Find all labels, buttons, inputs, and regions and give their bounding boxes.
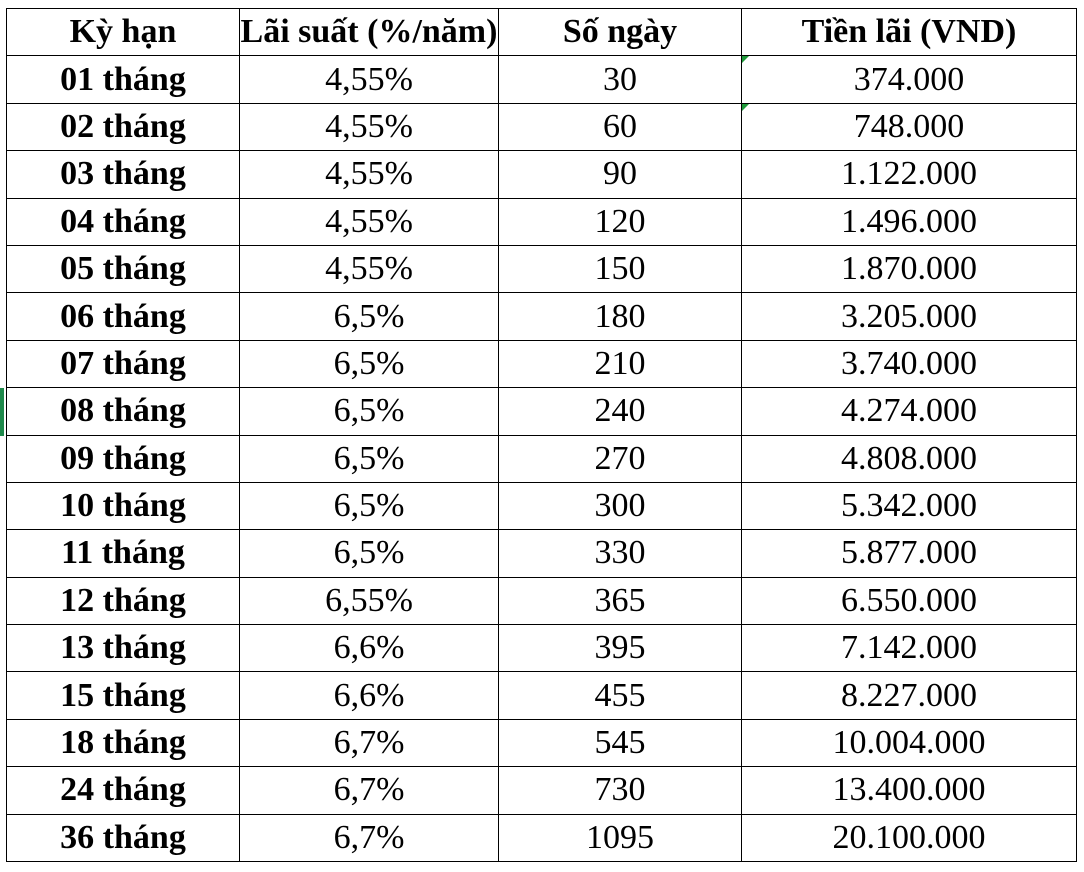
- term-cell[interactable]: [7, 293, 240, 340]
- days-cell[interactable]: [499, 56, 742, 103]
- rate-cell-value: 6,5%: [333, 344, 405, 382]
- days-cell-value: 270: [594, 439, 646, 477]
- days-cell-value: 300: [594, 487, 646, 525]
- rate-cell-value: 6,7%: [333, 724, 405, 762]
- rate-cell[interactable]: [240, 435, 499, 482]
- days-cell[interactable]: [499, 245, 742, 292]
- header-row: [7, 9, 1077, 56]
- days-cell-value: 1095: [586, 818, 654, 856]
- interest-cell-value: 20.100.000: [832, 818, 986, 856]
- days-cell[interactable]: [499, 625, 742, 672]
- interest-cell[interactable]: [742, 56, 1077, 103]
- term-cell[interactable]: [7, 482, 240, 529]
- table-row: [7, 672, 1077, 719]
- term-cell-value: 08 tháng: [60, 392, 186, 430]
- term-cell[interactable]: [7, 245, 240, 292]
- days-cell[interactable]: [499, 435, 742, 482]
- rate-cell-value: 6,5%: [333, 297, 405, 335]
- interest-cell[interactable]: [742, 530, 1077, 577]
- rate-cell[interactable]: [240, 245, 499, 292]
- term-cell[interactable]: [7, 56, 240, 103]
- term-cell-value: 15 tháng: [60, 676, 186, 714]
- interest-cell-value: 7.142.000: [841, 629, 977, 667]
- cell-note-flag-icon: [742, 56, 749, 63]
- interest-cell-value: 374.000: [853, 60, 965, 98]
- days-cell[interactable]: [499, 103, 742, 150]
- days-cell-value: 30: [603, 60, 637, 98]
- term-cell-value: 03 tháng: [60, 155, 186, 193]
- days-cell-value: 455: [594, 676, 646, 714]
- rate-cell[interactable]: [240, 530, 499, 577]
- rate-cell[interactable]: [240, 625, 499, 672]
- days-cell[interactable]: [499, 293, 742, 340]
- term-cell[interactable]: [7, 340, 240, 387]
- interest-cell-value: 5.877.000: [841, 534, 977, 572]
- term-cell[interactable]: [7, 767, 240, 814]
- rate-cell-value: 6,5%: [333, 534, 405, 572]
- rate-cell[interactable]: [240, 293, 499, 340]
- term-cell[interactable]: [7, 198, 240, 245]
- term-cell-value: 36 tháng: [60, 818, 186, 856]
- term-cell-value: 09 tháng: [60, 439, 186, 477]
- term-cell-value: 11 tháng: [61, 534, 185, 572]
- row-selection-marker: [0, 388, 4, 436]
- table-row: [7, 293, 1077, 340]
- table-row: [7, 435, 1077, 482]
- interest-cell[interactable]: [742, 625, 1077, 672]
- interest-cell-value: 13.400.000: [832, 771, 986, 809]
- term-cell-value: 04 tháng: [60, 202, 186, 240]
- interest-cell[interactable]: [742, 577, 1077, 624]
- rate-cell-value: 6,5%: [333, 439, 405, 477]
- days-cell[interactable]: [499, 340, 742, 387]
- term-cell-value: 07 tháng: [60, 344, 186, 382]
- interest-cell[interactable]: [742, 767, 1077, 814]
- interest-cell-value: 5.342.000: [841, 487, 977, 525]
- interest-cell[interactable]: [742, 293, 1077, 340]
- rate-cell[interactable]: [240, 814, 499, 861]
- days-cell-value: 60: [603, 107, 637, 145]
- rate-cell-value: 4,55%: [325, 202, 413, 240]
- days-cell-value: 395: [594, 629, 646, 667]
- cell-note-flag-icon: [742, 104, 749, 111]
- interest-cell[interactable]: [742, 435, 1077, 482]
- rate-cell[interactable]: [240, 103, 499, 150]
- term-cell-value: 12 tháng: [60, 581, 186, 619]
- days-cell[interactable]: [499, 388, 742, 435]
- days-cell[interactable]: [499, 577, 742, 624]
- rate-cell[interactable]: [240, 577, 499, 624]
- table-row: [7, 340, 1077, 387]
- interest-cell-value: 4.808.000: [841, 439, 977, 477]
- rate-cell-value: 6,6%: [333, 629, 405, 667]
- rate-cell-value: 6,5%: [333, 392, 405, 430]
- term-cell-value: 13 tháng: [60, 629, 186, 667]
- days-cell-value: 365: [594, 581, 646, 619]
- term-cell-value: 18 tháng: [60, 724, 186, 762]
- interest-cell-value: 1.496.000: [841, 202, 977, 240]
- days-cell[interactable]: [499, 151, 742, 198]
- days-cell[interactable]: [499, 719, 742, 766]
- days-cell-value: 730: [594, 771, 646, 809]
- interest-cell[interactable]: [742, 103, 1077, 150]
- term-cell[interactable]: [7, 719, 240, 766]
- rate-cell[interactable]: [240, 151, 499, 198]
- interest-cell[interactable]: [742, 340, 1077, 387]
- table-row: [7, 814, 1077, 861]
- interest-rate-table: [6, 8, 1077, 862]
- rate-cell[interactable]: [240, 672, 499, 719]
- table-body: [7, 56, 1077, 862]
- rate-cell-value: 6,6%: [333, 676, 405, 714]
- rate-cell-value: 6,7%: [333, 818, 405, 856]
- term-cell-value: 01 tháng: [60, 60, 186, 98]
- rate-cell[interactable]: [240, 482, 499, 529]
- days-cell-value: 180: [594, 297, 646, 335]
- interest-cell-value: 748.000: [853, 107, 965, 145]
- days-cell[interactable]: [499, 530, 742, 577]
- term-cell-value: 10 tháng: [60, 487, 186, 525]
- header-rate[interactable]: Lãi suất (%/năm): [240, 9, 499, 56]
- interest-cell[interactable]: [742, 672, 1077, 719]
- table-row: [7, 719, 1077, 766]
- header-interest[interactable]: Tiền lãi (VND): [742, 9, 1077, 56]
- rate-cell-value: 4,55%: [325, 107, 413, 145]
- table-row: [7, 767, 1077, 814]
- days-cell[interactable]: [499, 767, 742, 814]
- days-cell-value: 545: [594, 724, 646, 762]
- interest-cell-value: 10.004.000: [832, 724, 986, 762]
- table-row: [7, 198, 1077, 245]
- rate-cell-value: 6,55%: [325, 581, 413, 619]
- days-cell[interactable]: [499, 672, 742, 719]
- interest-cell-value: 3.740.000: [841, 344, 977, 382]
- interest-cell-value: 1.122.000: [841, 155, 977, 193]
- days-cell[interactable]: [499, 198, 742, 245]
- days-cell-value: 120: [594, 202, 646, 240]
- rate-cell[interactable]: [240, 340, 499, 387]
- days-cell[interactable]: [499, 814, 742, 861]
- term-cell[interactable]: [7, 388, 240, 435]
- term-cell[interactable]: [7, 672, 240, 719]
- rate-cell[interactable]: [240, 719, 499, 766]
- table-row: [7, 388, 1077, 435]
- term-cell[interactable]: [7, 435, 240, 482]
- rate-cell-value: 6,7%: [333, 771, 405, 809]
- interest-cell[interactable]: [742, 198, 1077, 245]
- table-row: [7, 482, 1077, 529]
- days-cell-value: 210: [594, 344, 646, 382]
- term-cell-value: 05 tháng: [60, 250, 186, 288]
- term-cell[interactable]: [7, 577, 240, 624]
- interest-cell-value: 6.550.000: [841, 581, 977, 619]
- term-cell[interactable]: [7, 625, 240, 672]
- rate-cell[interactable]: [240, 56, 499, 103]
- term-cell-value: 24 tháng: [60, 771, 186, 809]
- interest-cell[interactable]: [742, 388, 1077, 435]
- rate-cell-value: 4,55%: [325, 60, 413, 98]
- rate-cell-value: 4,55%: [325, 155, 413, 193]
- interest-cell[interactable]: [742, 245, 1077, 292]
- interest-cell-value: 3.205.000: [841, 297, 977, 335]
- interest-cell[interactable]: [742, 151, 1077, 198]
- interest-cell[interactable]: [742, 814, 1077, 861]
- table-row: [7, 577, 1077, 624]
- spreadsheet: [6, 8, 1076, 868]
- term-cell-value: 06 tháng: [60, 297, 186, 335]
- rate-cell-value: 6,5%: [333, 487, 405, 525]
- interest-cell-value: 4.274.000: [841, 392, 977, 430]
- days-cell[interactable]: [499, 482, 742, 529]
- rate-cell[interactable]: [240, 767, 499, 814]
- days-cell-value: 330: [594, 534, 646, 572]
- table-row: [7, 245, 1077, 292]
- interest-cell-value: 8.227.000: [841, 676, 977, 714]
- days-cell-value: 150: [594, 250, 646, 288]
- table-row: [7, 151, 1077, 198]
- table-row: [7, 625, 1077, 672]
- term-cell[interactable]: [7, 151, 240, 198]
- term-cell[interactable]: [7, 103, 240, 150]
- table-row: [7, 530, 1077, 577]
- rate-cell[interactable]: [240, 388, 499, 435]
- days-cell-value: 240: [594, 392, 646, 430]
- rate-cell[interactable]: [240, 198, 499, 245]
- interest-cell-value: 1.870.000: [841, 250, 977, 288]
- rate-cell-value: 4,55%: [325, 250, 413, 288]
- days-cell-value: 90: [603, 155, 637, 193]
- term-cell-value: 02 tháng: [60, 107, 186, 145]
- term-cell[interactable]: [7, 814, 240, 861]
- interest-cell[interactable]: [742, 482, 1077, 529]
- table-row: [7, 103, 1077, 150]
- interest-cell[interactable]: [742, 719, 1077, 766]
- header-days[interactable]: Số ngày: [499, 9, 742, 56]
- header-term[interactable]: Kỳ hạn: [7, 9, 240, 56]
- term-cell[interactable]: [7, 530, 240, 577]
- table-row: [7, 56, 1077, 103]
